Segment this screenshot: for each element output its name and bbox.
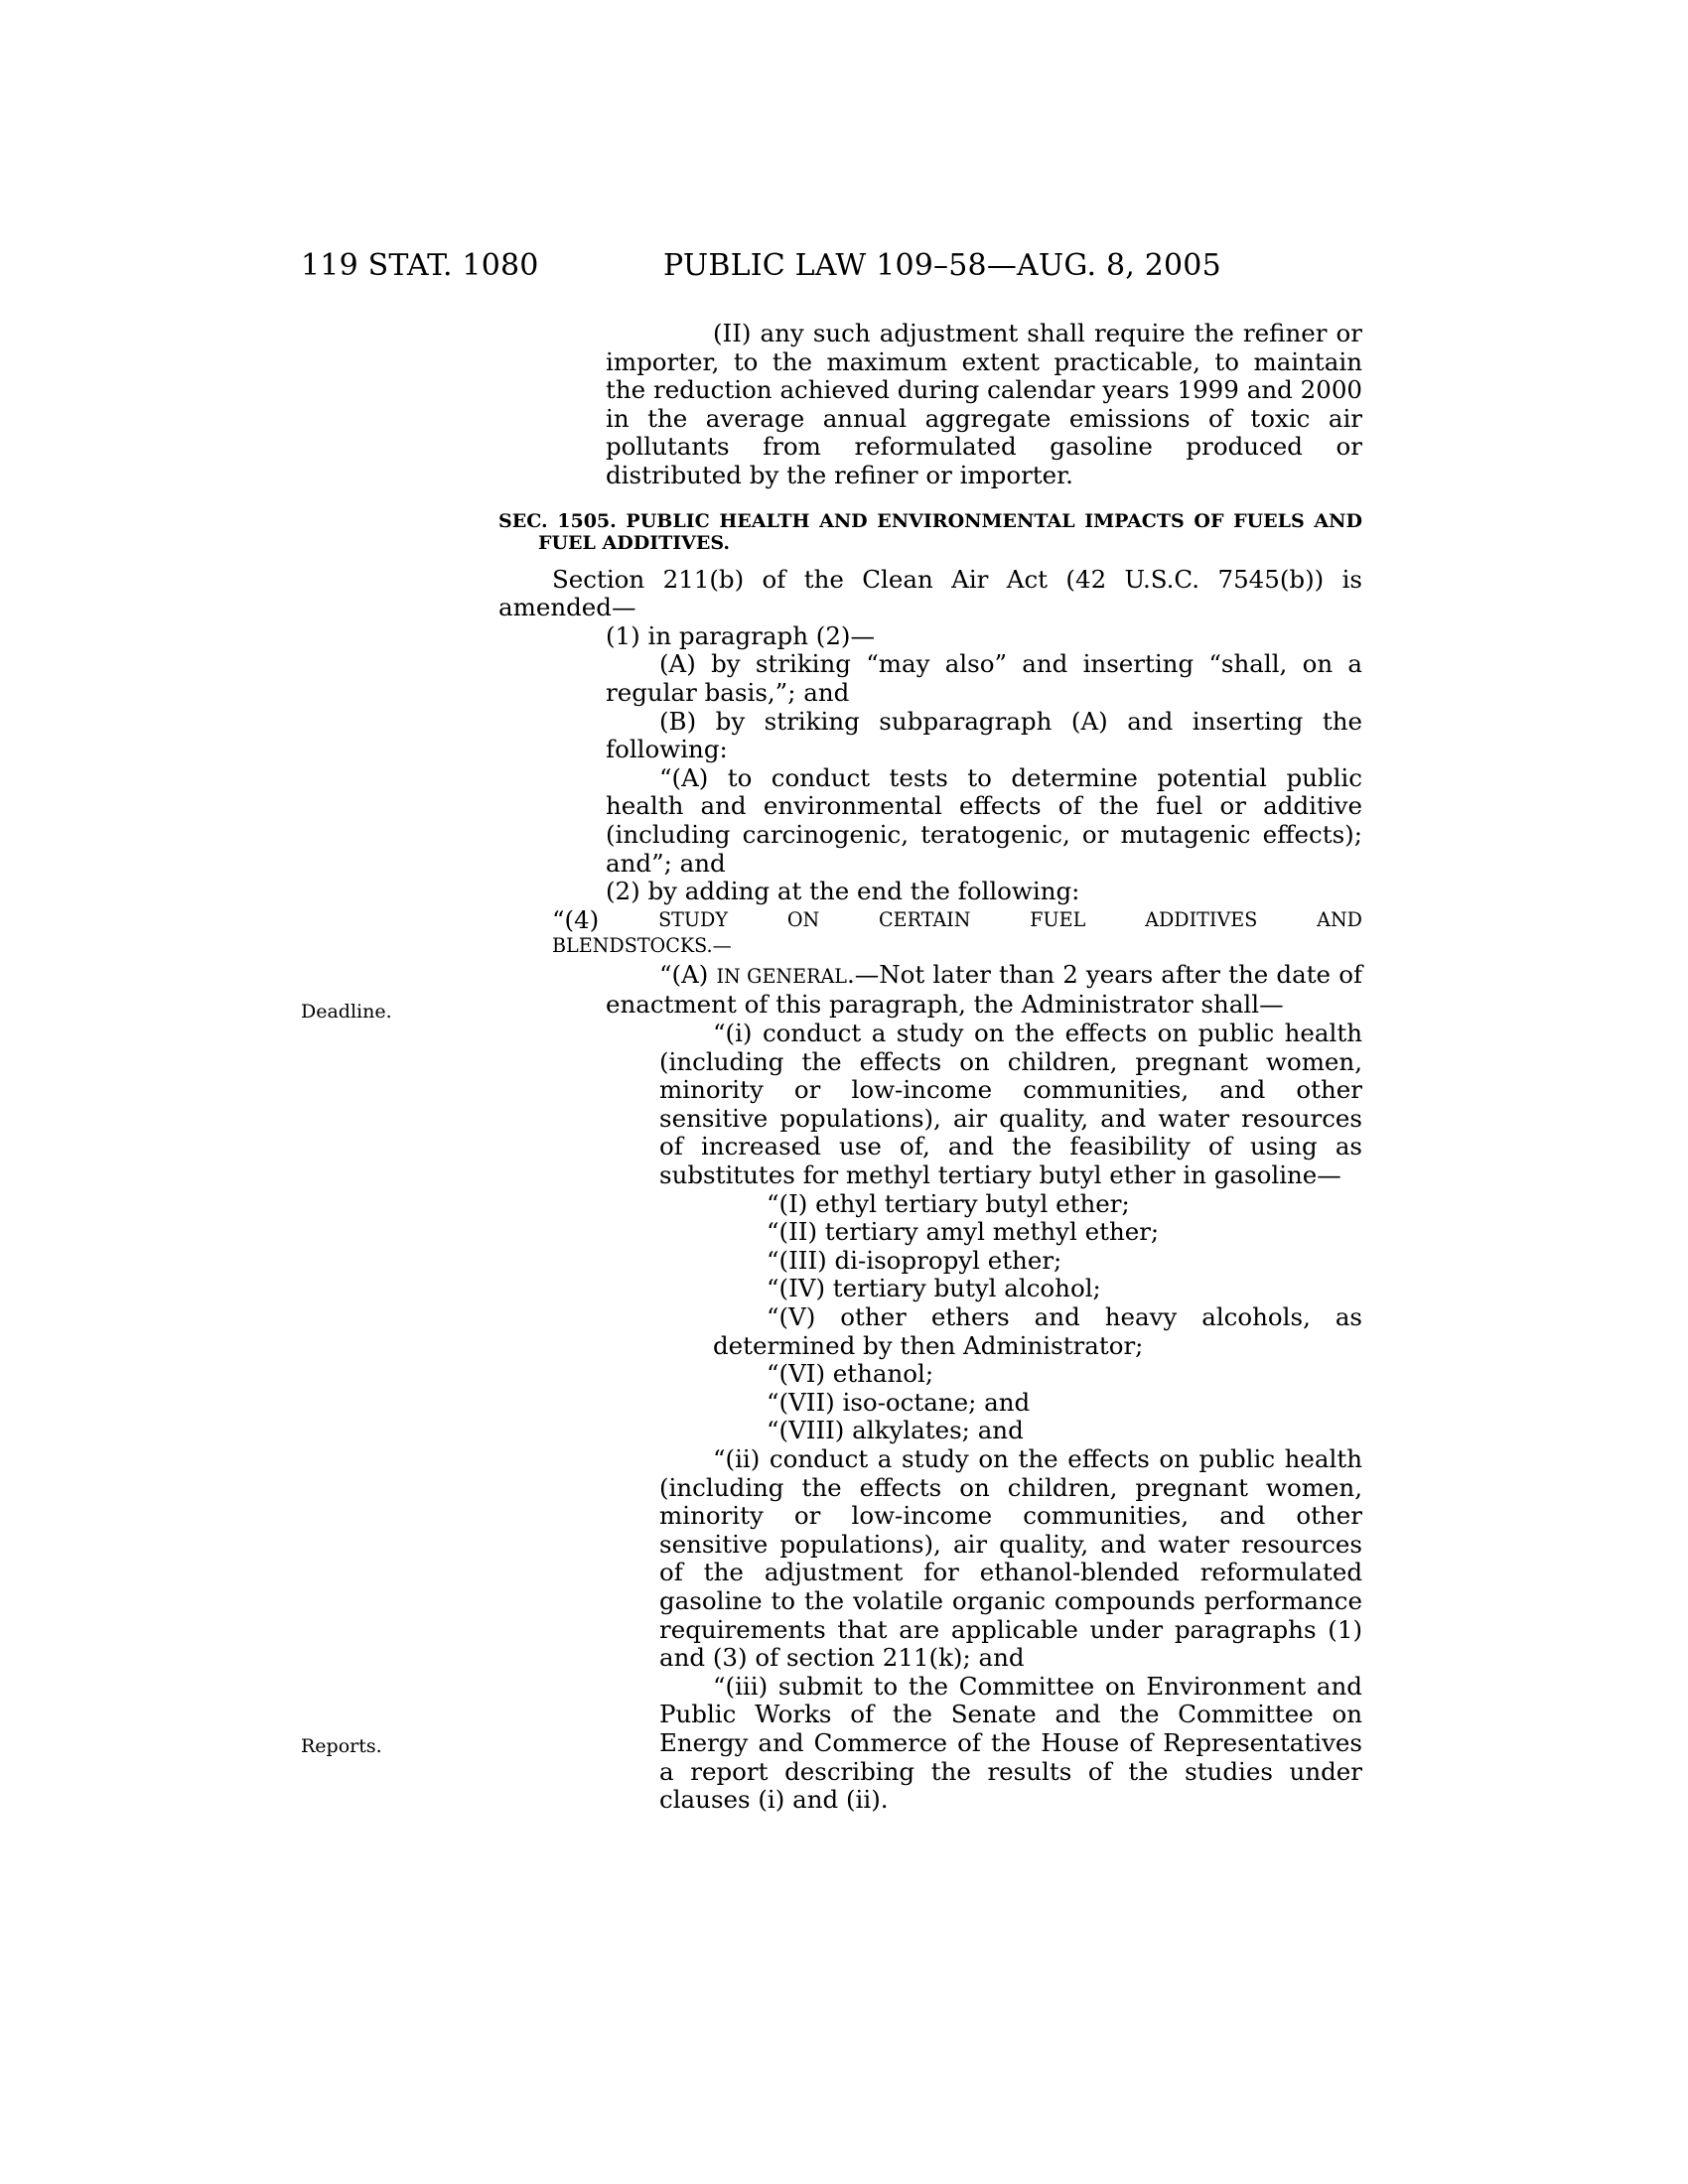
- subclause-III: “(III) di-isopropyl ether;: [767, 1245, 1062, 1275]
- margin-note-deadline: Deadline.: [301, 1001, 392, 1023]
- clause-i: “(i) conduct a study on the effects on public health (including the effects on children, pregnant women, minority or low-income communities, and other sensitive populations), air quality, and water resources of increased use of, and the feasibility of using as substitutes for methyl tertiary butyl ether in gasoline—: [659, 1019, 1362, 1190]
- amendment-item-1b: (B) by striking subparagraph (A) and inserting the following:: [606, 706, 1362, 764]
- new-paragraph-4-heading: [498, 906, 1362, 961]
- new4-lead: “(4): [552, 904, 600, 934]
- subparagraph-a-lead: “(A): [659, 959, 717, 989]
- margin-note-reports: Reports.: [301, 1735, 382, 1757]
- section-heading: SEC. 1505. PUBLIC HEALTH AND ENVIRONMENTAL IMPACTS OF FUELS AND FUEL ADDITIVES.: [498, 509, 1362, 554]
- subclause-VII: “(VII) iso-octane; and: [767, 1387, 1031, 1417]
- subclause-VIII: “(VIII) alkylates; and: [767, 1416, 1024, 1445]
- statute-citation: 119 STAT. 1080: [301, 248, 539, 283]
- new4-tail: BLENDSTOCKS.—: [552, 934, 732, 958]
- new4-word-5: ADDITIVES: [1145, 907, 1258, 931]
- subparagraph-a-in-general: [498, 961, 1362, 1020]
- new4-word-4: FUEL: [1030, 907, 1086, 931]
- amendment-item-1a: (A) by striking “may also” and inserting “shall, on a regular basis,”; and: [606, 649, 1362, 707]
- subclause-II: “(II) tertiary amyl methyl ether;: [767, 1217, 1160, 1247]
- subclause-VI: “(VI) ethanol;: [767, 1359, 934, 1389]
- paragraph-subclause-II: (II) any such adjustment shall require the refiner or importer, to the maximum extent practicable, to maintain the reduction achieved during calendar years 1999 and 2000 in the average annual aggregate emissions of toxic air pollutants from reformulated gasoline produced or distributed by the refiner or importer.: [606, 319, 1362, 489]
- quoted-subparagraph-a: “(A) to conduct tests to determine potential public health and environmental effects of the fuel or additive (including carcinogenic, teratogenic, or mutagenic effects); and”; and: [606, 762, 1362, 878]
- amendment-item-1: (1) in paragraph (2)—: [606, 620, 875, 650]
- new4-word-1: STUDY: [658, 907, 728, 931]
- section-intro: Section 211(b) of the Clean Air Act (42 U.S.C. 7545(b)) is amended—: [498, 564, 1362, 622]
- new4-word-6: AND: [1317, 907, 1362, 931]
- subparagraph-a-caption: IN GENERAL: [716, 964, 847, 988]
- statute-body: [498, 320, 1362, 1815]
- new4-word-2: ON: [786, 907, 820, 931]
- clause-ii: “(ii) conduct a study on the effects on public health (including the effects on children, pregnant women, minority or low-income communities, and other sensitive populations), air quality, and water resources of the adjustment for ethanol-blended reformulated gasoline to the volatile organic compounds performance requirements that are applicable under paragraphs (1) and (3) of section 211(k); and: [659, 1443, 1362, 1673]
- public-law-citation: PUBLIC LAW 109–58—AUG. 8, 2005: [663, 248, 1221, 283]
- amendment-item-2: (2) by adding at the end the following:: [606, 877, 1080, 906]
- page-header: [0, 248, 1688, 288]
- subclause-IV: “(IV) tertiary butyl alcohol;: [767, 1274, 1101, 1303]
- subclause-V: “(V) other ethers and heavy alcohols, as determined by then Administrator;: [713, 1302, 1362, 1360]
- subparagraph-a-text: .—Not later than 2 years after the date of enactment of this paragraph, the Administrator shall—: [606, 959, 1363, 1020]
- subclause-I: “(I) ethyl tertiary butyl ether;: [767, 1188, 1130, 1218]
- clause-iii: “(iii) submit to the Committee on Environment and Public Works of the Senate and the Committee on Energy and Commerce of the House of Representatives a report describing the results of the studies under clauses (i) and (ii).: [659, 1671, 1362, 1815]
- new4-word-3: CERTAIN: [879, 907, 971, 931]
